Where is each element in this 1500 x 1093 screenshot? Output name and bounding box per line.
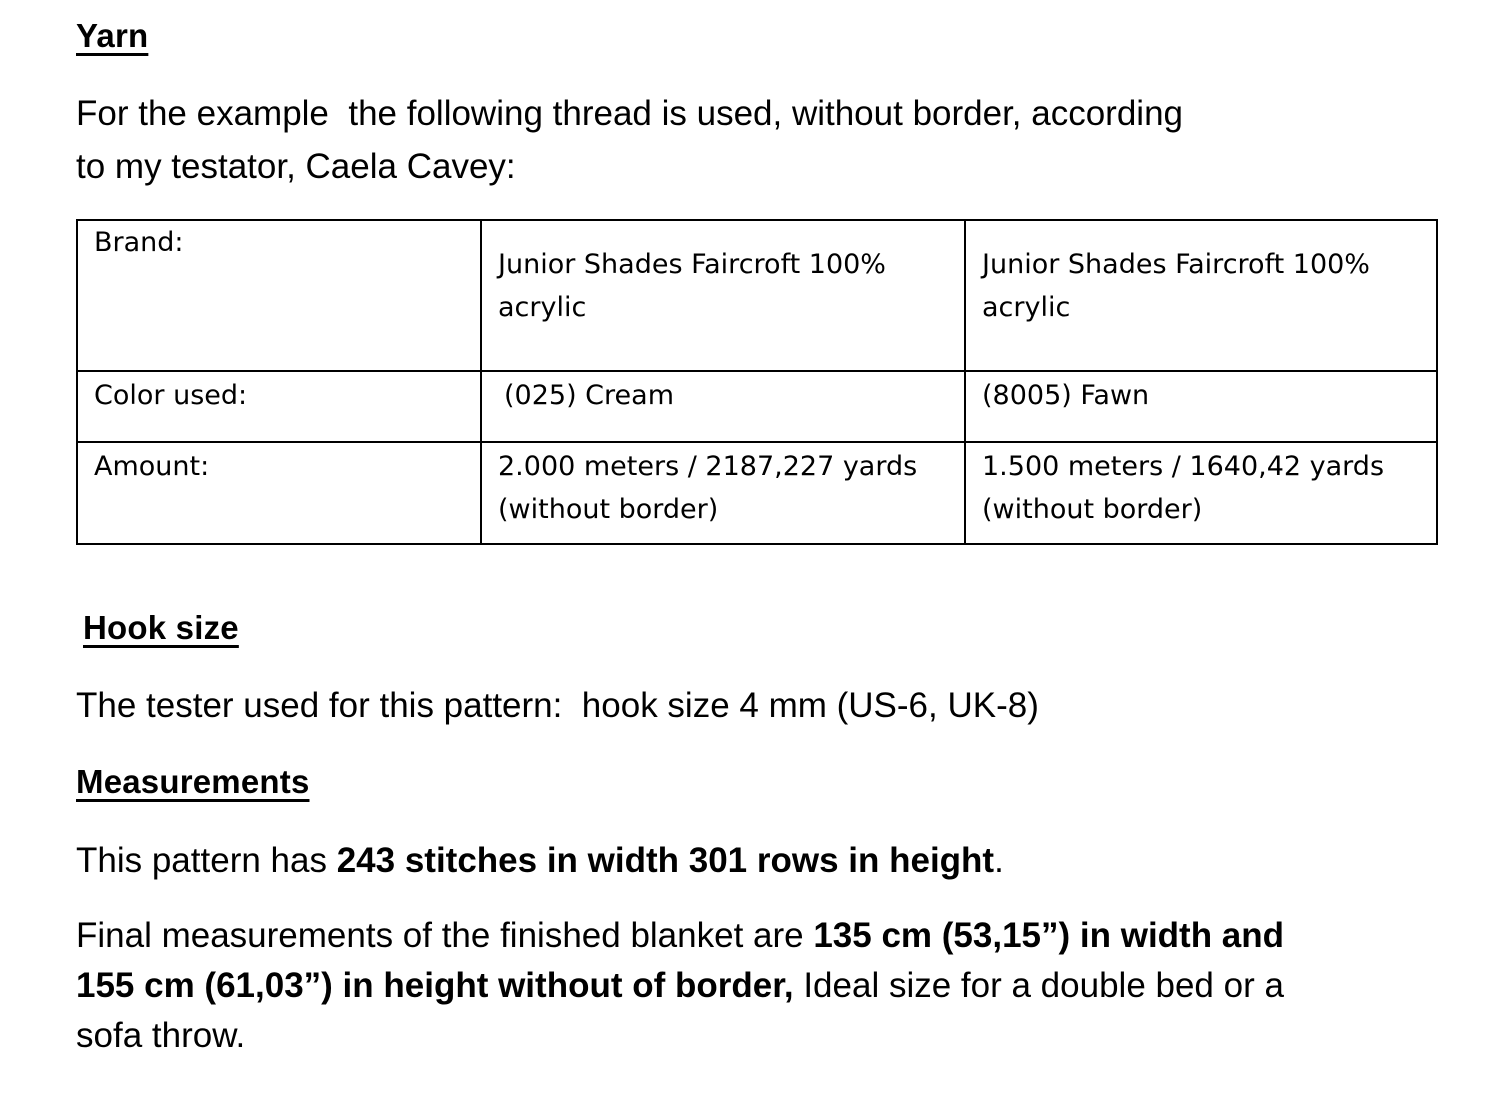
stitch-count-bold: 243 stitches in width 301 rows in height xyxy=(336,841,995,880)
table-cell xyxy=(77,220,481,371)
yarn-table xyxy=(76,219,1438,545)
yarn-heading: Yarn xyxy=(76,17,149,54)
color-value-2: (8005) Fawn xyxy=(982,380,1150,411)
table-cell xyxy=(481,442,965,544)
table-cell xyxy=(965,220,1437,371)
hook-size-text: The tester used for this pattern: hook size 4 mm (US-6, UK-8) xyxy=(76,686,1039,725)
color-value-1: (025) Cream xyxy=(504,380,675,411)
hook-size-heading: Hook size xyxy=(83,609,239,646)
final-measurements-paragraph xyxy=(76,911,1311,1061)
amount-value-1-line-2: (without border) xyxy=(498,494,719,525)
stitch-count-suffix: . xyxy=(994,841,1004,880)
table-cell xyxy=(965,442,1437,544)
color-label: Color used: xyxy=(94,380,248,411)
measurements-heading: Measurements xyxy=(76,763,310,800)
brand-label: Brand: xyxy=(94,227,184,258)
amount-value-2-line-1: 1.500 meters / 1640,42 yards xyxy=(982,451,1385,482)
amount-label: Amount: xyxy=(94,451,210,482)
final-measurements-suffix: Ideal size for a double bed or a sofa throw. xyxy=(76,966,1294,1055)
yarn-intro-line-1: For the example the following thread is used, without border, according xyxy=(76,94,1184,133)
table-cell xyxy=(481,220,965,371)
table-row-brand xyxy=(77,220,1437,371)
table-row-color xyxy=(77,371,1437,442)
stitch-count-paragraph xyxy=(76,835,1376,887)
table-cell xyxy=(77,371,481,442)
brand-value-2: Junior Shades Faircroft 100% acrylic xyxy=(982,249,1370,323)
final-measurements-bold: 135 cm (53,15”) in width and 155 cm (61,03”) in height without of border, xyxy=(76,916,1294,1005)
stitch-count-prefix: This pattern has xyxy=(76,841,337,880)
table-cell xyxy=(965,371,1437,442)
final-measurements-prefix: Final measurements of the finished blanket are xyxy=(76,916,814,955)
brand-value-1: Junior Shades Faircroft 100% acrylic xyxy=(498,249,886,323)
amount-value-1-line-1: 2.000 meters / 2187,227 yards xyxy=(498,451,918,482)
yarn-intro-line-2: to my testator, Caela Cavey: xyxy=(76,147,516,186)
table-row-amount xyxy=(77,442,1437,544)
table-cell xyxy=(77,442,481,544)
table-cell xyxy=(481,371,965,442)
amount-value-2-line-2: (without border) xyxy=(982,494,1203,525)
